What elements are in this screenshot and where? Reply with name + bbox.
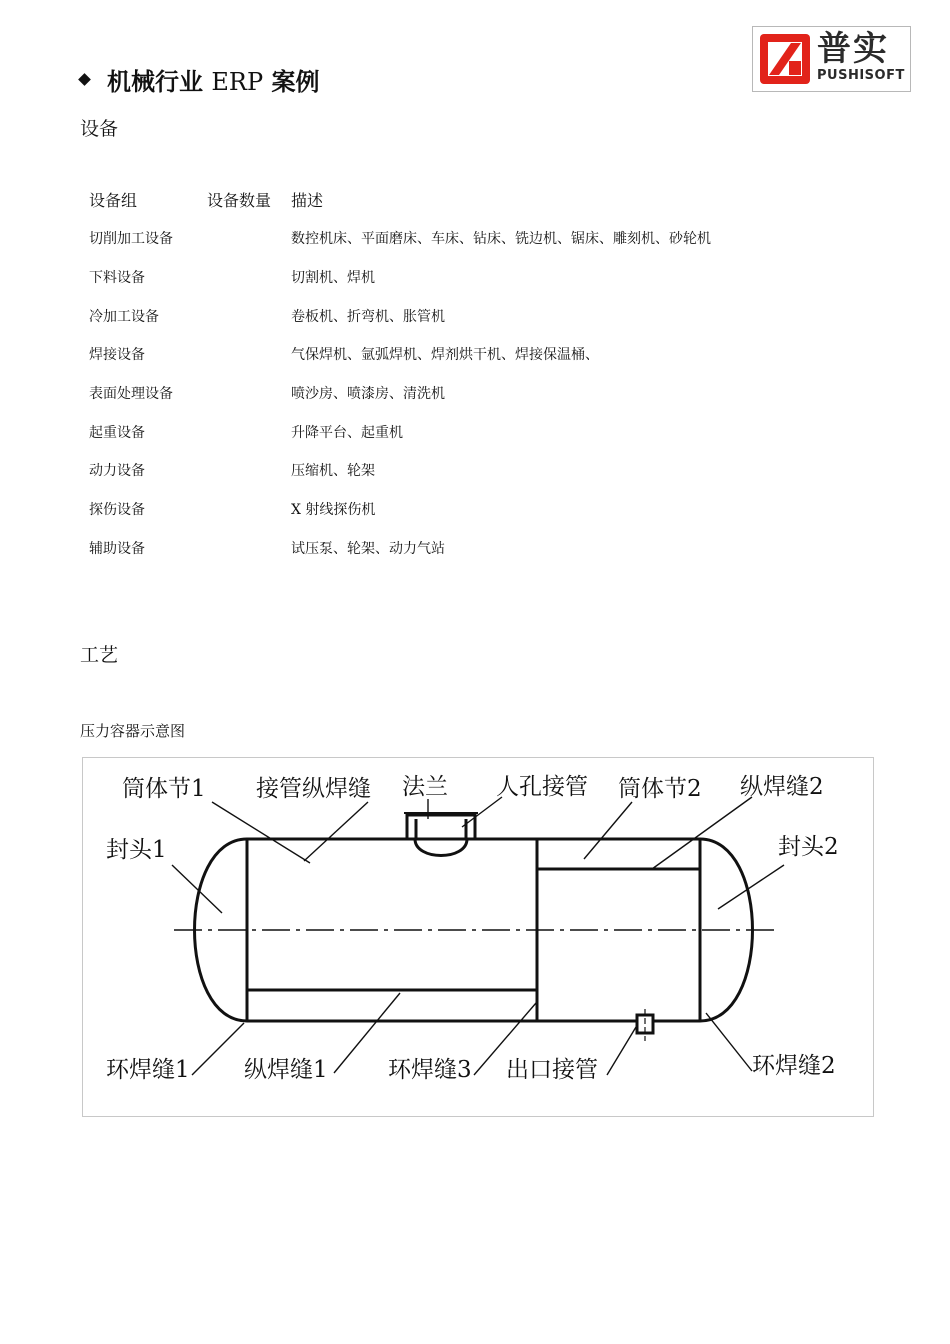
cell-count xyxy=(199,529,283,568)
cell-count xyxy=(199,296,283,335)
label-nozzle-seam: 接管纵焊缝 xyxy=(256,776,371,802)
table-row xyxy=(81,335,719,374)
cell-desc: 卷板机、折弯机、胀管机 xyxy=(291,308,445,325)
cell-group: 焊接设备 xyxy=(89,347,145,364)
cell-desc: 气保焊机、氩弧焊机、焊剂烘干机、焊接保温桶、 xyxy=(291,347,599,364)
diagram-caption: 压力容器示意图 xyxy=(80,722,186,740)
label-circ-seam1: 环焊缝1 xyxy=(106,1057,190,1083)
title-erp: ERP xyxy=(211,68,264,96)
cell-desc: 数控机床、平面磨床、车床、钻床、铣边机、锯床、雕刻机、砂轮机 xyxy=(291,231,711,248)
table-row xyxy=(81,529,719,568)
cell-desc: 试压泵、轮架、动力气站 xyxy=(291,540,445,557)
cell-group: 动力设备 xyxy=(89,463,145,480)
cell-count xyxy=(199,374,283,413)
cell-desc: 压缩机、轮架 xyxy=(291,463,375,480)
cell-count xyxy=(199,412,283,451)
table-row xyxy=(81,490,719,529)
logo-mark-icon xyxy=(759,33,811,85)
label-circ-seam2: 环焊缝2 xyxy=(752,1053,836,1079)
header-desc: 描述 xyxy=(291,191,324,210)
label-manhole: 人孔接管 xyxy=(496,774,588,800)
equipment-table xyxy=(81,180,719,567)
cell-desc: X 射线探伤机 xyxy=(291,502,376,519)
cell-count xyxy=(199,335,283,374)
cell-group: 探伤设备 xyxy=(89,502,145,519)
table-row xyxy=(81,451,719,490)
vessel-drawing xyxy=(82,757,874,1117)
table-row xyxy=(81,258,719,297)
cell-group: 表面处理设备 xyxy=(89,386,173,403)
cell-group: 下料设备 xyxy=(89,270,145,287)
diamond-bullet-icon xyxy=(78,73,91,86)
table-row xyxy=(81,412,719,451)
cell-group: 切削加工设备 xyxy=(89,231,173,248)
label-head2: 封头2 xyxy=(778,834,839,860)
cell-count xyxy=(199,258,283,297)
header-group: 设备组 xyxy=(89,191,138,210)
label-long-seam1: 纵焊缝1 xyxy=(244,1057,328,1083)
label-shell1: 筒体节1 xyxy=(122,776,206,802)
section-equipment-heading: 设备 xyxy=(80,118,119,140)
section-process-heading: 工艺 xyxy=(80,644,119,666)
table-row xyxy=(81,374,719,413)
title-part3: 案例 xyxy=(271,68,320,96)
cell-desc: 喷沙房、喷漆房、清洗机 xyxy=(291,386,445,403)
title-part1: 机械行业 xyxy=(107,68,203,96)
page-title xyxy=(80,62,319,97)
logo-brand-cn: 普实 xyxy=(817,29,889,69)
cell-group: 冷加工设备 xyxy=(89,308,159,325)
logo-brand-en: PUSHISOFT xyxy=(817,68,905,83)
cell-desc: 切割机、焊机 xyxy=(291,270,375,287)
table-header-row xyxy=(81,180,719,219)
cell-count xyxy=(199,451,283,490)
label-circ-seam3: 环焊缝3 xyxy=(388,1057,472,1083)
cell-count xyxy=(199,219,283,258)
pushisoft-logo xyxy=(752,26,911,92)
cell-group: 辅助设备 xyxy=(89,540,145,557)
label-outlet: 出口接管 xyxy=(506,1057,598,1083)
cell-desc: 升降平台、起重机 xyxy=(291,424,403,441)
cell-group: 起重设备 xyxy=(89,424,145,441)
label-head1: 封头1 xyxy=(106,837,167,863)
table-row xyxy=(81,219,719,258)
label-shell2: 筒体节2 xyxy=(618,776,702,802)
cell-count xyxy=(199,490,283,529)
label-flange: 法兰 xyxy=(402,774,448,800)
table-row xyxy=(81,296,719,335)
pressure-vessel-diagram xyxy=(82,757,874,1117)
header-count: 设备数量 xyxy=(207,191,272,210)
label-long-seam2: 纵焊缝2 xyxy=(740,774,824,800)
